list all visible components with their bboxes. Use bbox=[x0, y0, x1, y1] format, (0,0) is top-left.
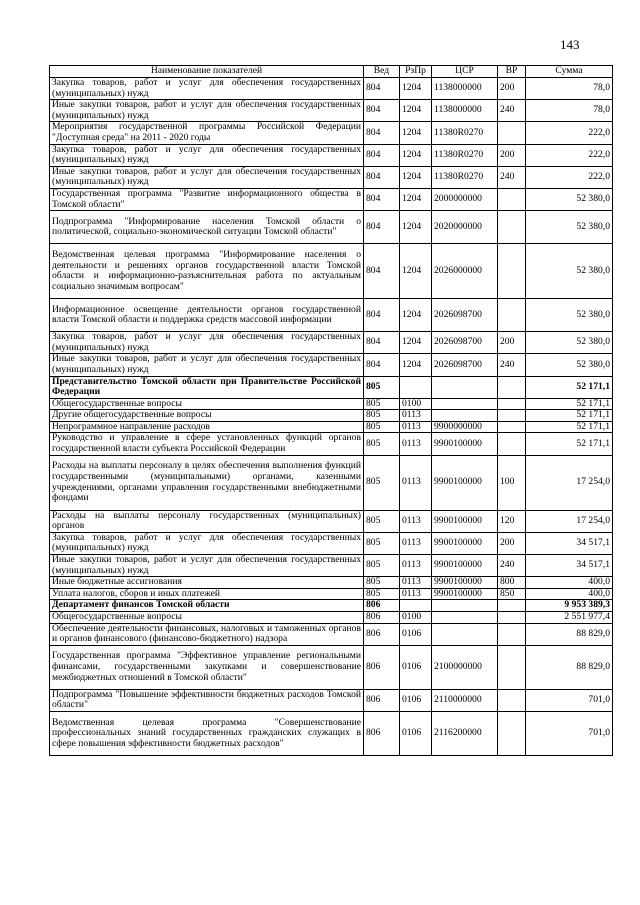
cell-sum: 52 171,1 bbox=[526, 421, 613, 433]
cell-rzpr: 0113 bbox=[400, 421, 432, 433]
cell-vr bbox=[498, 711, 526, 755]
cell-sum: 52 380,0 bbox=[526, 188, 613, 210]
cell-csr: 11380R0270 bbox=[432, 166, 498, 188]
cell-sum: 17 254,0 bbox=[526, 455, 613, 510]
cell-csr: 2026098700 bbox=[432, 332, 498, 354]
cell-sum: 701,0 bbox=[526, 711, 613, 755]
table-row bbox=[50, 410, 613, 422]
cell-csr: 9900000000 bbox=[432, 421, 498, 433]
cell-ved: 805 bbox=[364, 510, 400, 532]
table-row bbox=[50, 166, 613, 188]
cell-rzpr: 0106 bbox=[400, 689, 432, 711]
header-csr: ЦСР bbox=[432, 66, 498, 78]
cell-ved: 806 bbox=[364, 612, 400, 624]
cell-sum: 88 829,0 bbox=[526, 623, 613, 645]
cell-sum: 52 171,1 bbox=[526, 433, 613, 455]
cell-rzpr: 0113 bbox=[400, 555, 432, 577]
table-row bbox=[50, 612, 613, 624]
cell-csr: 2020000000 bbox=[432, 211, 498, 244]
cell-name: Иные закупки товаров, работ и услуг для обеспечения государственных (муниципальных) нужд bbox=[50, 166, 364, 188]
cell-sum: 222,0 bbox=[526, 166, 613, 188]
cell-sum: 52 380,0 bbox=[526, 332, 613, 354]
cell-vr: 240 bbox=[498, 100, 526, 122]
table-row bbox=[50, 532, 613, 554]
cell-csr: 1138000000 bbox=[432, 78, 498, 100]
cell-vr: 240 bbox=[498, 166, 526, 188]
cell-sum: 78,0 bbox=[526, 78, 613, 100]
cell-rzpr: 0100 bbox=[400, 612, 432, 624]
cell-csr: 2116200000 bbox=[432, 711, 498, 755]
cell-vr bbox=[498, 433, 526, 455]
cell-csr bbox=[432, 398, 498, 410]
cell-ved: 804 bbox=[364, 122, 400, 144]
cell-rzpr: 0106 bbox=[400, 645, 432, 689]
cell-ved: 805 bbox=[364, 410, 400, 422]
table-row bbox=[50, 398, 613, 410]
cell-vr: 200 bbox=[498, 144, 526, 166]
cell-sum: 88 829,0 bbox=[526, 645, 613, 689]
cell-csr bbox=[432, 376, 498, 398]
table-row bbox=[50, 555, 613, 577]
cell-sum: 9 953 389,3 bbox=[526, 600, 613, 612]
cell-ved: 804 bbox=[364, 166, 400, 188]
cell-rzpr: 0113 bbox=[400, 455, 432, 510]
cell-name: Подпрограмма "Повышение эффективности бюджетных расходов Томской области" bbox=[50, 689, 364, 711]
cell-ved: 805 bbox=[364, 588, 400, 600]
cell-vr bbox=[498, 421, 526, 433]
cell-rzpr bbox=[400, 600, 432, 612]
cell-vr: 200 bbox=[498, 78, 526, 100]
cell-ved: 806 bbox=[364, 711, 400, 755]
cell-sum: 34 517,1 bbox=[526, 555, 613, 577]
table-row bbox=[50, 299, 613, 332]
cell-ved: 805 bbox=[364, 577, 400, 589]
header-vr: ВР bbox=[498, 66, 526, 78]
cell-sum: 52 380,0 bbox=[526, 244, 613, 299]
cell-name: Мероприятия государственной программы Российской Федерации "Доступная среда" на 2011 - 2020 годы bbox=[50, 122, 364, 144]
cell-vr bbox=[498, 376, 526, 398]
cell-vr bbox=[498, 689, 526, 711]
cell-name: Иные закупки товаров, работ и услуг для обеспечения государственных (муниципальных) нужд bbox=[50, 354, 364, 376]
cell-csr: 9900100000 bbox=[432, 455, 498, 510]
cell-rzpr: 1204 bbox=[400, 354, 432, 376]
cell-rzpr: 1204 bbox=[400, 78, 432, 100]
cell-rzpr: 0100 bbox=[400, 398, 432, 410]
cell-vr bbox=[498, 600, 526, 612]
cell-rzpr: 0113 bbox=[400, 510, 432, 532]
cell-name: Государственная программа "Развитие информационного общества в Томской области" bbox=[50, 188, 364, 210]
table-row bbox=[50, 510, 613, 532]
cell-csr: 1138000000 bbox=[432, 100, 498, 122]
cell-vr bbox=[498, 623, 526, 645]
cell-name: Закупка товаров, работ и услуг для обеспечения государственных (муниципальных) нужд bbox=[50, 78, 364, 100]
cell-csr bbox=[432, 612, 498, 624]
header-rzpr: РзПр bbox=[400, 66, 432, 78]
cell-name: Закупка товаров, работ и услуг для обеспечения государственных (муниципальных) нужд bbox=[50, 332, 364, 354]
cell-csr: 9900100000 bbox=[432, 433, 498, 455]
cell-vr bbox=[498, 299, 526, 332]
cell-csr: 2100000000 bbox=[432, 645, 498, 689]
table-row bbox=[50, 623, 613, 645]
cell-vr: 120 bbox=[498, 510, 526, 532]
cell-sum: 52 171,1 bbox=[526, 376, 613, 398]
table-row bbox=[50, 577, 613, 589]
table-row bbox=[50, 244, 613, 299]
cell-name: Ведомственная целевая программа "Информирование населения о деятельности и решениях органов государственной власти Томской области и информационно-разъяснительная работа по актуальным социально значимым вопросам" bbox=[50, 244, 364, 299]
cell-csr: 2026098700 bbox=[432, 299, 498, 332]
table-body bbox=[50, 78, 613, 756]
table-header-row bbox=[50, 66, 613, 78]
cell-csr: 2026000000 bbox=[432, 244, 498, 299]
cell-csr: 9900100000 bbox=[432, 532, 498, 554]
cell-csr: 2026098700 bbox=[432, 354, 498, 376]
cell-ved: 804 bbox=[364, 100, 400, 122]
cell-vr: 100 bbox=[498, 455, 526, 510]
table-row bbox=[50, 188, 613, 210]
cell-vr bbox=[498, 410, 526, 422]
cell-rzpr: 1204 bbox=[400, 144, 432, 166]
cell-name: Подпрограмма "Информирование населения Томской области о политической, социально-экономической ситуации Томской области" bbox=[50, 211, 364, 244]
cell-csr: 9900100000 bbox=[432, 555, 498, 577]
cell-name: Государственная программа "Эффективное управление региональными финансами, государственными закупками и совершенствование межбюджетных отношений в Томской области" bbox=[50, 645, 364, 689]
cell-vr bbox=[498, 211, 526, 244]
table-row bbox=[50, 100, 613, 122]
cell-ved: 805 bbox=[364, 555, 400, 577]
table-row bbox=[50, 122, 613, 144]
cell-ved: 804 bbox=[364, 211, 400, 244]
cell-name: Департамент финансов Томской области bbox=[50, 600, 364, 612]
cell-name: Общегосударственные вопросы bbox=[50, 612, 364, 624]
cell-vr bbox=[498, 244, 526, 299]
cell-ved: 806 bbox=[364, 645, 400, 689]
cell-ved: 804 bbox=[364, 332, 400, 354]
table-row bbox=[50, 600, 613, 612]
cell-sum: 52 171,1 bbox=[526, 410, 613, 422]
cell-sum: 34 517,1 bbox=[526, 532, 613, 554]
cell-sum: 52 380,0 bbox=[526, 299, 613, 332]
cell-vr: 240 bbox=[498, 555, 526, 577]
cell-sum: 222,0 bbox=[526, 144, 613, 166]
cell-sum: 2 551 977,4 bbox=[526, 612, 613, 624]
cell-csr: 9900100000 bbox=[432, 588, 498, 600]
cell-name: Иные закупки товаров, работ и услуг для обеспечения государственных (муниципальных) нужд bbox=[50, 555, 364, 577]
cell-csr: 11380R0270 bbox=[432, 122, 498, 144]
cell-name: Закупка товаров, работ и услуг для обеспечения государственных (муниципальных) нужд bbox=[50, 532, 364, 554]
cell-sum: 52 380,0 bbox=[526, 211, 613, 244]
cell-ved: 804 bbox=[364, 299, 400, 332]
cell-rzpr: 1204 bbox=[400, 166, 432, 188]
cell-csr: 9900100000 bbox=[432, 577, 498, 589]
cell-csr: 2110000000 bbox=[432, 689, 498, 711]
budget-table bbox=[49, 65, 613, 756]
cell-sum: 400,0 bbox=[526, 577, 613, 589]
table-row bbox=[50, 645, 613, 689]
cell-name: Непрограммное направление расходов bbox=[50, 421, 364, 433]
cell-rzpr: 0113 bbox=[400, 577, 432, 589]
table-row bbox=[50, 588, 613, 600]
header-name: Наименование показателей bbox=[50, 66, 364, 78]
cell-rzpr: 1204 bbox=[400, 122, 432, 144]
table-row bbox=[50, 332, 613, 354]
table-row bbox=[50, 144, 613, 166]
cell-sum: 222,0 bbox=[526, 122, 613, 144]
cell-name: Другие общегосударственные вопросы bbox=[50, 410, 364, 422]
table-row bbox=[50, 455, 613, 510]
cell-rzpr: 0113 bbox=[400, 532, 432, 554]
cell-ved: 804 bbox=[364, 354, 400, 376]
cell-vr bbox=[498, 122, 526, 144]
cell-ved: 805 bbox=[364, 398, 400, 410]
cell-ved: 806 bbox=[364, 689, 400, 711]
cell-rzpr: 1204 bbox=[400, 244, 432, 299]
cell-rzpr: 1204 bbox=[400, 100, 432, 122]
cell-rzpr: 1204 bbox=[400, 299, 432, 332]
cell-name: Иные бюджетные ассигнования bbox=[50, 577, 364, 589]
cell-ved: 805 bbox=[364, 455, 400, 510]
cell-vr: 800 bbox=[498, 577, 526, 589]
cell-vr bbox=[498, 645, 526, 689]
cell-csr bbox=[432, 600, 498, 612]
table-row bbox=[50, 211, 613, 244]
cell-csr bbox=[432, 623, 498, 645]
cell-ved: 805 bbox=[364, 421, 400, 433]
cell-rzpr: 1204 bbox=[400, 211, 432, 244]
header-ved: Вед bbox=[364, 66, 400, 78]
cell-csr bbox=[432, 410, 498, 422]
cell-name: Ведомственная целевая программа "Совершенствование профессиональных знаний государственных гражданских служащих в сфере повышения эффективности бюджетных расходов" bbox=[50, 711, 364, 755]
cell-vr bbox=[498, 612, 526, 624]
cell-name: Иные закупки товаров, работ и услуг для обеспечения государственных (муниципальных) нужд bbox=[50, 100, 364, 122]
cell-vr: 240 bbox=[498, 354, 526, 376]
cell-sum: 52 171,1 bbox=[526, 398, 613, 410]
cell-ved: 804 bbox=[364, 188, 400, 210]
cell-ved: 804 bbox=[364, 244, 400, 299]
cell-vr: 200 bbox=[498, 532, 526, 554]
cell-rzpr bbox=[400, 376, 432, 398]
cell-rzpr: 0113 bbox=[400, 433, 432, 455]
table-row bbox=[50, 433, 613, 455]
cell-sum: 400,0 bbox=[526, 588, 613, 600]
cell-csr: 2000000000 bbox=[432, 188, 498, 210]
cell-ved: 805 bbox=[364, 532, 400, 554]
cell-sum: 701,0 bbox=[526, 689, 613, 711]
cell-rzpr: 1204 bbox=[400, 188, 432, 210]
cell-vr: 850 bbox=[498, 588, 526, 600]
cell-name: Руководство и управление в сфере установленных функций органов государственной власти субъекта Российской Федерации bbox=[50, 433, 364, 455]
cell-name: Расходы на выплаты персоналу государственных (муниципальных) органов bbox=[50, 510, 364, 532]
cell-vr bbox=[498, 188, 526, 210]
table-row bbox=[50, 421, 613, 433]
cell-name: Обеспечение деятельности финансовых, налоговых и таможенных органов и органов финансового (финансово-бюджетного) надзора bbox=[50, 623, 364, 645]
cell-ved: 805 bbox=[364, 433, 400, 455]
cell-vr: 200 bbox=[498, 332, 526, 354]
cell-rzpr: 0106 bbox=[400, 623, 432, 645]
cell-name: Представительство Томской области при Правительстве Российской Федерации bbox=[50, 376, 364, 398]
header-sum: Сумма bbox=[526, 66, 613, 78]
cell-rzpr: 0113 bbox=[400, 410, 432, 422]
page-number: 143 bbox=[560, 37, 580, 52]
cell-name: Уплата налогов, сборов и иных платежей bbox=[50, 588, 364, 600]
table-row bbox=[50, 78, 613, 100]
cell-ved: 804 bbox=[364, 144, 400, 166]
table-row bbox=[50, 354, 613, 376]
cell-name: Закупка товаров, работ и услуг для обеспечения государственных (муниципальных) нужд bbox=[50, 144, 364, 166]
cell-name: Информационное освещение деятельности органов государственной власти Томской области и поддержка средств массовой информации bbox=[50, 299, 364, 332]
table-row bbox=[50, 689, 613, 711]
cell-rzpr: 1204 bbox=[400, 332, 432, 354]
cell-vr bbox=[498, 398, 526, 410]
cell-ved: 806 bbox=[364, 600, 400, 612]
cell-rzpr: 0106 bbox=[400, 711, 432, 755]
cell-sum: 78,0 bbox=[526, 100, 613, 122]
cell-rzpr: 0113 bbox=[400, 588, 432, 600]
table-row bbox=[50, 376, 613, 398]
cell-sum: 52 380,0 bbox=[526, 354, 613, 376]
cell-name: Общегосударственные вопросы bbox=[50, 398, 364, 410]
cell-ved: 805 bbox=[364, 376, 400, 398]
table-row bbox=[50, 711, 613, 755]
cell-name: Расходы на выплаты персоналу в целях обеспечения выполнения функций государственными (муниципальными) органами, казенными учреждениями, органами управления государственными внебюджетными фондами bbox=[50, 455, 364, 510]
cell-csr: 11380R0270 bbox=[432, 144, 498, 166]
cell-ved: 806 bbox=[364, 623, 400, 645]
cell-ved: 804 bbox=[364, 78, 400, 100]
cell-csr: 9900100000 bbox=[432, 510, 498, 532]
cell-sum: 17 254,0 bbox=[526, 510, 613, 532]
